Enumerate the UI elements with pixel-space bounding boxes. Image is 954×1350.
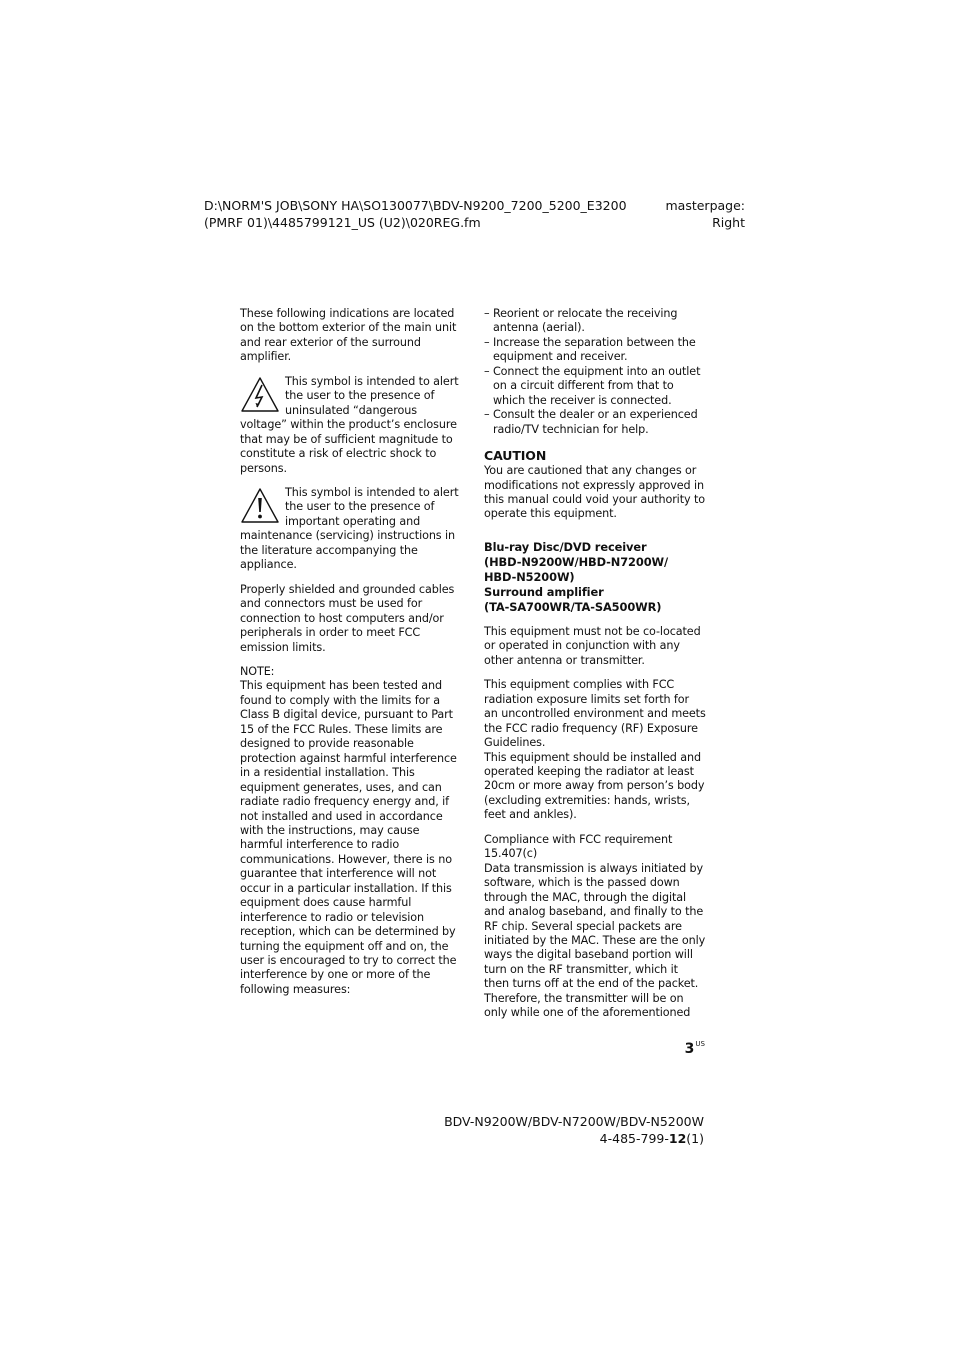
compliance-title: Compliance with FCC requirement 15.407(c) bbox=[484, 832, 673, 861]
masterpage-value: Right bbox=[712, 215, 745, 230]
masterpage-label: masterpage: bbox=[665, 198, 745, 213]
product-heading-line: (TA-SA700WR/TA-SA500WR) bbox=[484, 599, 662, 614]
exclamation-triangle-icon bbox=[240, 487, 280, 525]
list-item: – Increase the separation between the equipment and receiver. bbox=[484, 335, 696, 364]
footer bbox=[420, 1113, 704, 1147]
voltage-symbol-text: This symbol is intended to alert the user to the presence of uninsulated “dangerous voltage” within the product’s enclosure that may be of sufficient magnitude to constitute a risk of electric shock to persons. bbox=[240, 374, 459, 475]
compliance-section bbox=[484, 833, 706, 1021]
right-column bbox=[484, 307, 706, 1021]
left-column bbox=[240, 307, 462, 1007]
note-label: NOTE: bbox=[240, 664, 275, 678]
important-symbol-block bbox=[240, 486, 462, 573]
file-path-header bbox=[204, 197, 644, 231]
footer-code-suffix: (1) bbox=[686, 1131, 704, 1146]
page-number bbox=[650, 1040, 705, 1057]
measures-list bbox=[484, 307, 706, 437]
product-heading-line: (HBD-N9200W/HBD-N7200W/ bbox=[484, 554, 669, 569]
file-path-line-2: (PMRF 01)\4485799121_US (U2)\020REG.fm bbox=[204, 215, 481, 230]
compliance-body: Data transmission is always initiated by software, which is the passed down through the MAC, through the digital and analog baseband, and finally to the RF chip. Several special packets are initiated by the MAC. These are the only ways the digital baseband portion will turn on the RF transmitter, which it then turns off at the end of the packet. Therefore, the transmitter will be on only while one of the aforementioned bbox=[484, 861, 706, 1020]
product-heading-line: Blu-ray Disc/DVD receiver bbox=[484, 539, 647, 554]
important-symbol-text: This symbol is intended to alert the user to the presence of important operating and maintenance (servicing) instructions in the literature accompanying the appliance. bbox=[240, 485, 459, 572]
page-number-value: 3 bbox=[684, 1041, 695, 1057]
file-path-line-1: D:\NORM'S JOB\SONY HA\SO130077\BDV-N9200_7200_5200_E3200 bbox=[204, 198, 627, 213]
note-body: This equipment has been tested and found to comply with the limits for a Class B digital device, pursuant to Part 15 of the FCC Rules. These limits are designed to provide reasonable protection against harmful interference in a residential installation. This equipment generates, uses, and can radiate radio frequency energy and, if not installed and used in accordance with the instructions, may cause harmful interference to radio communications. However, there is no guarantee that interference will not occur in a particular installation. If this equipment does cause harmful interference to radio or television reception, which can be determined by turning the equipment off and on, the user is encouraged to try to correct the interference by one or more of the following measures: bbox=[240, 679, 457, 996]
colocation-paragraph: This equipment must not be co-located or operated in conjunction with any other antenna or transmitter. bbox=[484, 624, 701, 667]
rf-exposure-paragraph-1: This equipment complies with FCC radiation exposure limits set forth for an uncontrolled environment and meets the FCC radio frequency (RF) Exposure Guidelines. bbox=[484, 678, 706, 750]
masterpage-header bbox=[600, 197, 745, 231]
footer-code-prefix: 4-485-799- bbox=[599, 1131, 669, 1146]
shielded-cables-paragraph: Properly shielded and grounded cables and connectors must be used for connection to host computers and/or peripherals in order to meet FCC emission limits. bbox=[240, 582, 455, 654]
rf-exposure-section bbox=[484, 678, 706, 823]
footer-models: BDV-N9200W/BDV-N7200W/BDV-N5200W bbox=[444, 1114, 704, 1129]
list-item: – Consult the dealer or an experienced radio/TV technician for help. bbox=[484, 408, 698, 436]
product-heading-line: Surround amplifier bbox=[484, 584, 604, 599]
list-item: – Connect the equipment into an outlet on a circuit different from that to which the receiver is connected. bbox=[484, 364, 701, 407]
voltage-symbol-block bbox=[240, 375, 462, 476]
lightning-triangle-icon bbox=[240, 376, 280, 414]
intro-paragraph: These following indications are located on the bottom exterior of the main unit and rear exterior of the surround amplifier. bbox=[240, 307, 457, 364]
page-number-suffix: US bbox=[695, 1040, 705, 1048]
footer-code bbox=[420, 1130, 704, 1147]
list-item: – Reorient or relocate the receiving antenna (aerial). bbox=[484, 307, 678, 335]
rf-exposure-paragraph-2: This equipment should be installed and operated keeping the radiator at least 20cm or more away from person’s body (excluding extremities: hands, wrists, feet and ankles). bbox=[484, 750, 705, 822]
note-section bbox=[240, 665, 462, 997]
product-heading-line: HBD-N5200W) bbox=[484, 569, 575, 584]
footer-code-bold: 12 bbox=[668, 1131, 687, 1146]
caution-body: You are cautioned that any changes or modifications not expressly approved in this manual could void your authority to operate this equipment. bbox=[484, 464, 705, 521]
product-heading bbox=[484, 540, 706, 615]
caution-heading: CAUTION bbox=[484, 448, 547, 464]
